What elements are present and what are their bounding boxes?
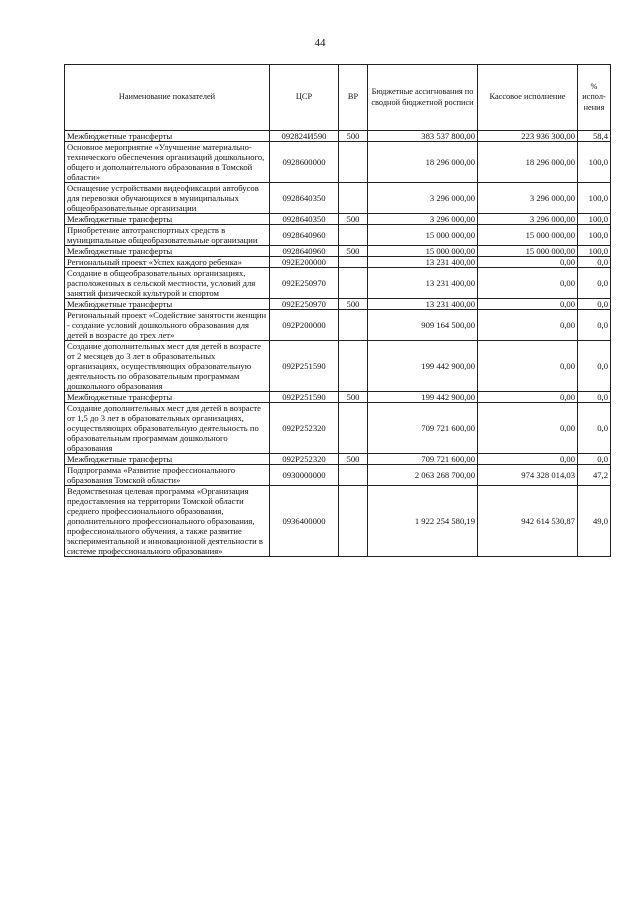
table-row xyxy=(65,341,611,392)
table-row xyxy=(65,142,611,183)
cell-assign: 18 296 000,00 xyxy=(368,142,478,183)
cell-cash: 0,00 xyxy=(478,403,578,454)
table-row xyxy=(65,310,611,341)
cell-assign: 709 721 600,00 xyxy=(368,403,478,454)
cell-cash: 0,00 xyxy=(478,310,578,341)
cell-cash: 15 000 000,00 xyxy=(478,225,578,246)
cell-pct: 0,0 xyxy=(578,341,611,392)
cell-name: Межбюджетные трансферты xyxy=(65,246,270,257)
cell-assign: 199 442 900,00 xyxy=(368,392,478,403)
cell-vr xyxy=(339,310,368,341)
cell-cash: 942 614 530,87 xyxy=(478,486,578,557)
cell-csr: 0928640960 xyxy=(270,246,339,257)
cell-cash: 974 328 014,03 xyxy=(478,465,578,486)
budget-table xyxy=(64,64,611,557)
cell-name: Межбюджетные трансферты xyxy=(65,392,270,403)
table-row xyxy=(65,257,611,268)
cell-cash: 0,00 xyxy=(478,341,578,392)
cell-cash: 0,00 xyxy=(478,392,578,403)
table-row xyxy=(65,214,611,225)
cell-assign: 383 537 800,00 xyxy=(368,131,478,142)
table-row xyxy=(65,486,611,557)
cell-assign: 15 000 000,00 xyxy=(368,225,478,246)
cell-assign: 909 164 500,00 xyxy=(368,310,478,341)
table-row xyxy=(65,403,611,454)
cell-vr: 500 xyxy=(339,454,368,465)
cell-pct: 47,2 xyxy=(578,465,611,486)
table-row xyxy=(65,131,611,142)
cell-vr xyxy=(339,225,368,246)
cell-name: Оснащение устройствами видеофиксации автобусов для перевозки обучающихся в муниципальных общеобразовательные организации xyxy=(65,183,270,214)
cell-assign: 15 000 000,00 xyxy=(368,246,478,257)
cell-pct: 0,0 xyxy=(578,392,611,403)
cell-assign: 1 922 254 580,19 xyxy=(368,486,478,557)
cell-name: Создание в общеобразовательных организациях, расположенных в сельской местности, условий для занятий физической культурой и спортом xyxy=(65,268,270,299)
cell-cash: 0,00 xyxy=(478,454,578,465)
cell-vr xyxy=(339,268,368,299)
cell-vr: 500 xyxy=(339,131,368,142)
cell-cash: 18 296 000,00 xyxy=(478,142,578,183)
cell-csr: 092824И590 xyxy=(270,131,339,142)
cell-pct: 100,0 xyxy=(578,246,611,257)
cell-csr: 0928640960 xyxy=(270,225,339,246)
cell-pct: 100,0 xyxy=(578,225,611,246)
cell-vr: 500 xyxy=(339,392,368,403)
cell-cash: 3 296 000,00 xyxy=(478,183,578,214)
cell-name: Приобретение автотранспортных средств в муниципальные общеобразовательные организации xyxy=(65,225,270,246)
cell-assign: 13 231 400,00 xyxy=(368,268,478,299)
table-row xyxy=(65,183,611,214)
cell-csr: 092P252320 xyxy=(270,403,339,454)
table-row xyxy=(65,268,611,299)
cell-assign: 3 296 000,00 xyxy=(368,183,478,214)
header-vr: ВР xyxy=(339,65,368,131)
table-body xyxy=(65,131,611,557)
cell-cash: 15 000 000,00 xyxy=(478,246,578,257)
cell-name: Региональный проект «Содействие занятости женщин - создание условий дошкольного образования для детей в возрасте до трех лет» xyxy=(65,310,270,341)
cell-assign: 199 442 900,00 xyxy=(368,341,478,392)
cell-csr: 092P252320 xyxy=(270,454,339,465)
cell-cash: 223 936 300,00 xyxy=(478,131,578,142)
cell-name: Создание дополнительных мест для детей в возрасте от 1,5 до 3 лет в образовательных организациях, осуществляющих образовательную деятельность по образовательным программам дошкольного образования xyxy=(65,403,270,454)
cell-csr: 092P251590 xyxy=(270,392,339,403)
cell-name: Подпрограмма «Развитие профессионального образования Томской области» xyxy=(65,465,270,486)
cell-assign: 13 231 400,00 xyxy=(368,257,478,268)
cell-name: Межбюджетные трансферты xyxy=(65,299,270,310)
cell-cash: 0,00 xyxy=(478,268,578,299)
cell-vr xyxy=(339,486,368,557)
cell-vr xyxy=(339,142,368,183)
header-pct: % испол-нения xyxy=(578,65,611,131)
cell-csr: 092E200000 xyxy=(270,257,339,268)
cell-vr: 500 xyxy=(339,214,368,225)
cell-vr xyxy=(339,257,368,268)
table-row xyxy=(65,225,611,246)
cell-csr: 0928600000 xyxy=(270,142,339,183)
cell-vr xyxy=(339,341,368,392)
table-header-row xyxy=(65,65,611,131)
cell-name: Создание дополнительных мест для детей в возрасте от 2 месяцев до 3 лет в образовательных организациях, осуществляющих образовательную деятельность по образовательным программам дошкольного образования xyxy=(65,341,270,392)
cell-name: Основное мероприятие «Улучшение материально-технического обеспечения организаций дошкольного, общего и дополнительного образования в Томской области» xyxy=(65,142,270,183)
cell-pct: 0,0 xyxy=(578,454,611,465)
table-row xyxy=(65,392,611,403)
cell-name: Региональный проект «Успех каждого ребенка» xyxy=(65,257,270,268)
cell-pct: 0,0 xyxy=(578,257,611,268)
cell-assign: 13 231 400,00 xyxy=(368,299,478,310)
cell-name: Межбюджетные трансферты xyxy=(65,131,270,142)
cell-csr: 0928640350 xyxy=(270,214,339,225)
cell-cash: 0,00 xyxy=(478,299,578,310)
cell-pct: 0,0 xyxy=(578,310,611,341)
cell-csr: 0930000000 xyxy=(270,465,339,486)
table-row xyxy=(65,465,611,486)
cell-csr: 092P200000 xyxy=(270,310,339,341)
cell-name: Межбюджетные трансферты xyxy=(65,454,270,465)
header-csr: ЦСР xyxy=(270,65,339,131)
cell-pct: 0,0 xyxy=(578,403,611,454)
header-name: Наименование показателей xyxy=(65,65,270,131)
cell-assign: 3 296 000,00 xyxy=(368,214,478,225)
cell-pct: 0,0 xyxy=(578,268,611,299)
cell-pct: 100,0 xyxy=(578,214,611,225)
cell-name: Межбюджетные трансферты xyxy=(65,214,270,225)
cell-name: Ведомственная целевая программа «Организация предоставления на территории Томской области среднего профессионального образования, дополнительного профессионального образования, профессионального обучения, а также развитие экспериментальной и инновационной деятельности в системе профессионального образования» xyxy=(65,486,270,557)
cell-assign: 709 721 600,00 xyxy=(368,454,478,465)
cell-cash: 3 296 000,00 xyxy=(478,214,578,225)
cell-pct: 49,0 xyxy=(578,486,611,557)
cell-vr xyxy=(339,465,368,486)
cell-vr: 500 xyxy=(339,246,368,257)
cell-vr: 500 xyxy=(339,299,368,310)
table-row xyxy=(65,299,611,310)
cell-csr: 092P251590 xyxy=(270,341,339,392)
cell-pct: 0,0 xyxy=(578,299,611,310)
page-number: 44 xyxy=(314,37,326,49)
cell-cash: 0,00 xyxy=(478,257,578,268)
cell-csr: 092E250970 xyxy=(270,268,339,299)
cell-csr: 092E250970 xyxy=(270,299,339,310)
header-cash: Кассовое исполнение xyxy=(478,65,578,131)
cell-csr: 0936400000 xyxy=(270,486,339,557)
table-row xyxy=(65,246,611,257)
cell-vr xyxy=(339,403,368,454)
cell-assign: 2 063 268 700,00 xyxy=(368,465,478,486)
cell-pct: 100,0 xyxy=(578,142,611,183)
header-assign: Бюджетные ассигнования по сводной бюджетной росписи xyxy=(368,65,478,131)
cell-csr: 0928640350 xyxy=(270,183,339,214)
cell-pct: 100,0 xyxy=(578,183,611,214)
cell-pct: 58,4 xyxy=(578,131,611,142)
table-row xyxy=(65,454,611,465)
cell-vr xyxy=(339,183,368,214)
